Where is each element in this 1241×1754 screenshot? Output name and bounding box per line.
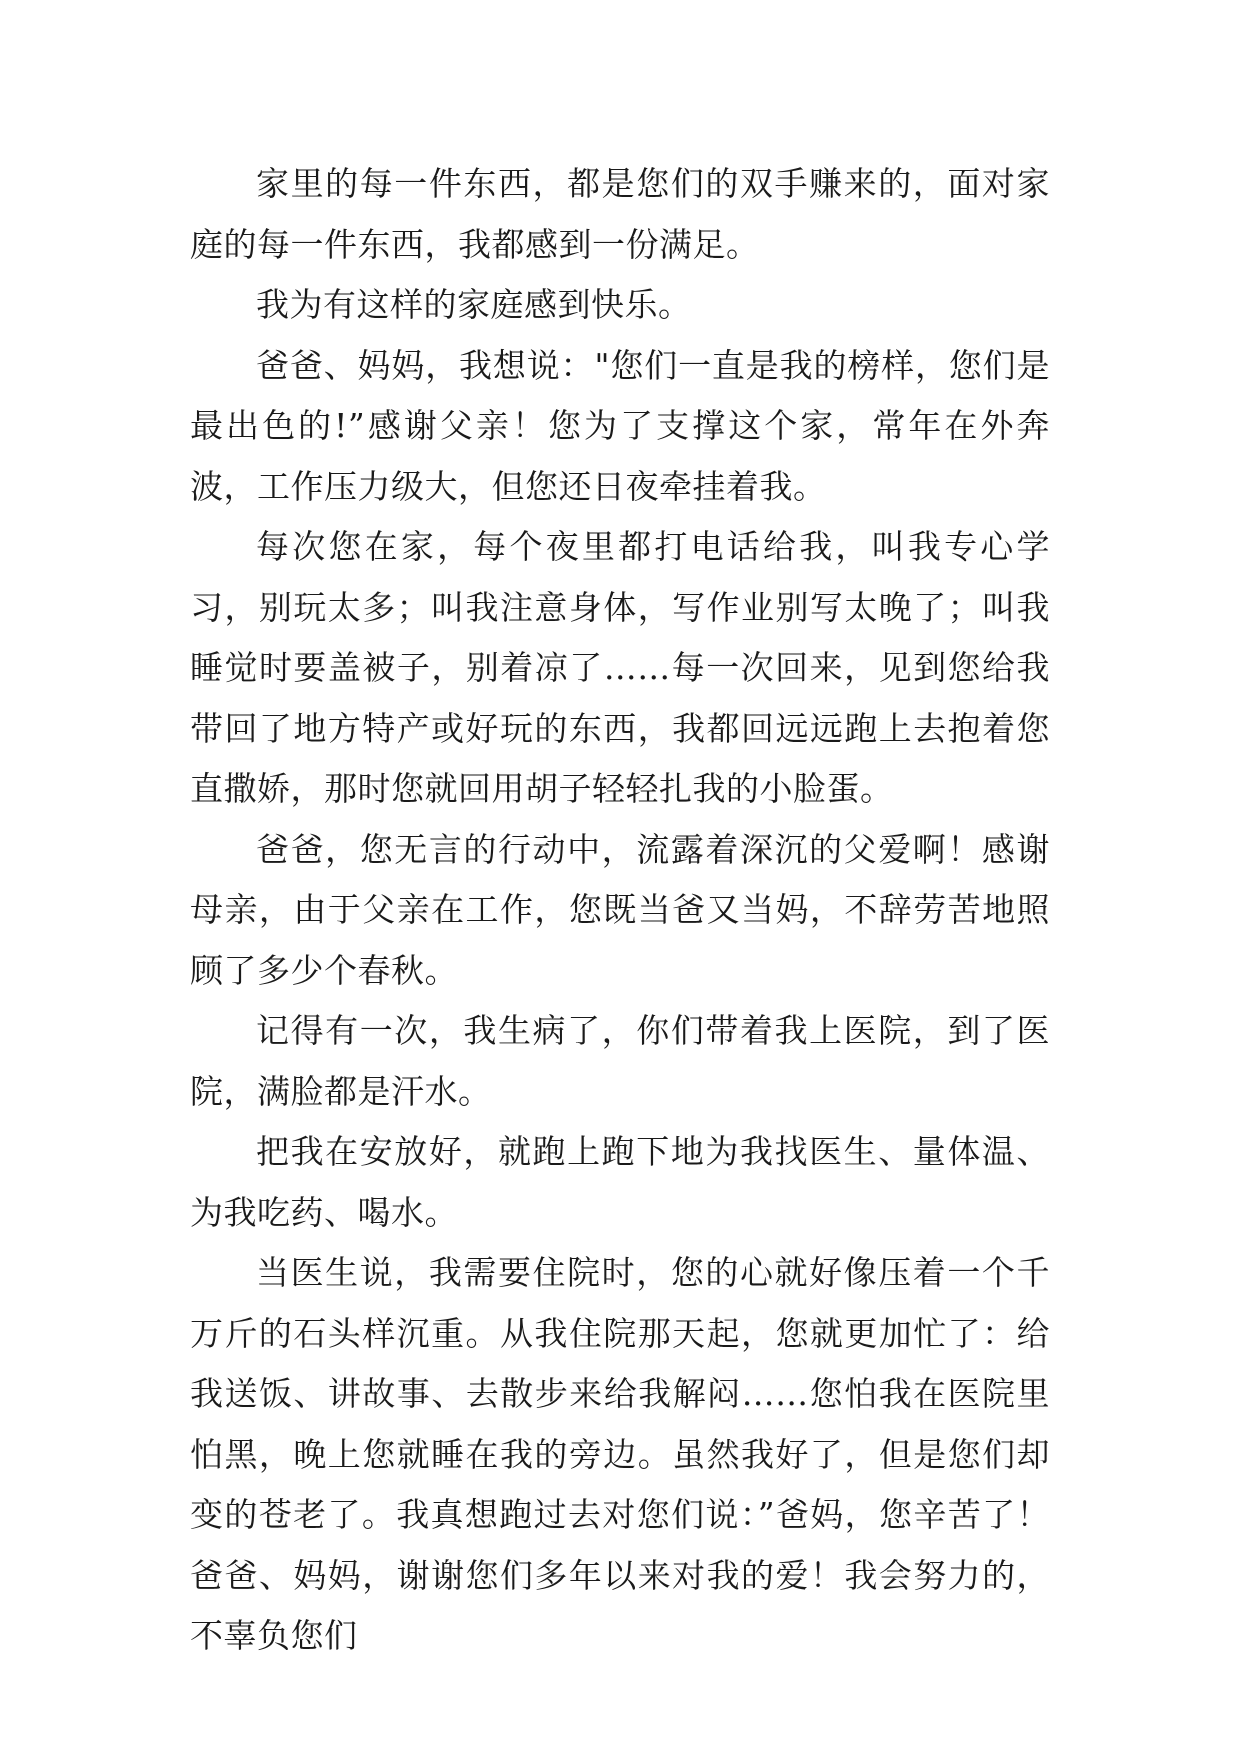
paragraph-father-calls: 每次您在家，每个夜里都打电话给我，叫我专心学习，别玩太多；叫我注意身体，写作业别写太晚了；叫我睡觉时要盖被子，别着凉了……每一次回来，见到您给我带回了地方特产或好玩的东西，我都回远远跑上去抱着您直撒娇，那时您就回用胡子轻轻扎我的小脸蛋。	[190, 527, 1050, 808]
paragraph-family-possessions: 家里的每一件东西，都是您们的双手赚来的，面对家庭的每一件东西，我都感到一份满足。	[190, 164, 1050, 264]
paragraph-role-models: 爸爸、妈妈，我想说："您们一直是我的榜样，您们是最出色的!”感谢父亲！您为了支撑这个家，常年在外奔波，工作压力级大，但您还日夜牵挂着我。	[190, 345, 1050, 506]
paragraph-happy-family: 我为有这样的家庭感到快乐。	[256, 285, 692, 324]
essay-body	[190, 154, 1050, 1667]
paragraph-hospital-care: 把我在安放好，就跑上跑下地为我找医生、量体温、为我吃药、喝水。	[190, 1132, 1050, 1232]
paragraph-hospital-stay: 当医生说，我需要住院时，您的心就好像压着一个千万斤的石头样沉重。从我住院那天起，您就更加忙了：给我送饭、讲故事、去散步来给我解闷……您怕我在医院里怕黑，晚上您就睡在我的旁边。虽然我好了，但是您们却变的苍老了。我真想跑过去对您们说：”爸妈，您辛苦了！爸爸、妈妈，谢谢您们多年以来对我的爱！我会努力的，不辜负您们	[190, 1253, 1050, 1655]
paragraph-illness: 记得有一次，我生病了，你们带着我上医院，到了医院，满脸都是汗水。	[190, 1011, 1050, 1111]
paragraph-father-love: 爸爸，您无言的行动中，流露着深沉的父爱啊！感谢母亲，由于父亲在工作，您既当爸又当妈，不辞劳苦地照顾了多少个春秋。	[190, 829, 1050, 990]
